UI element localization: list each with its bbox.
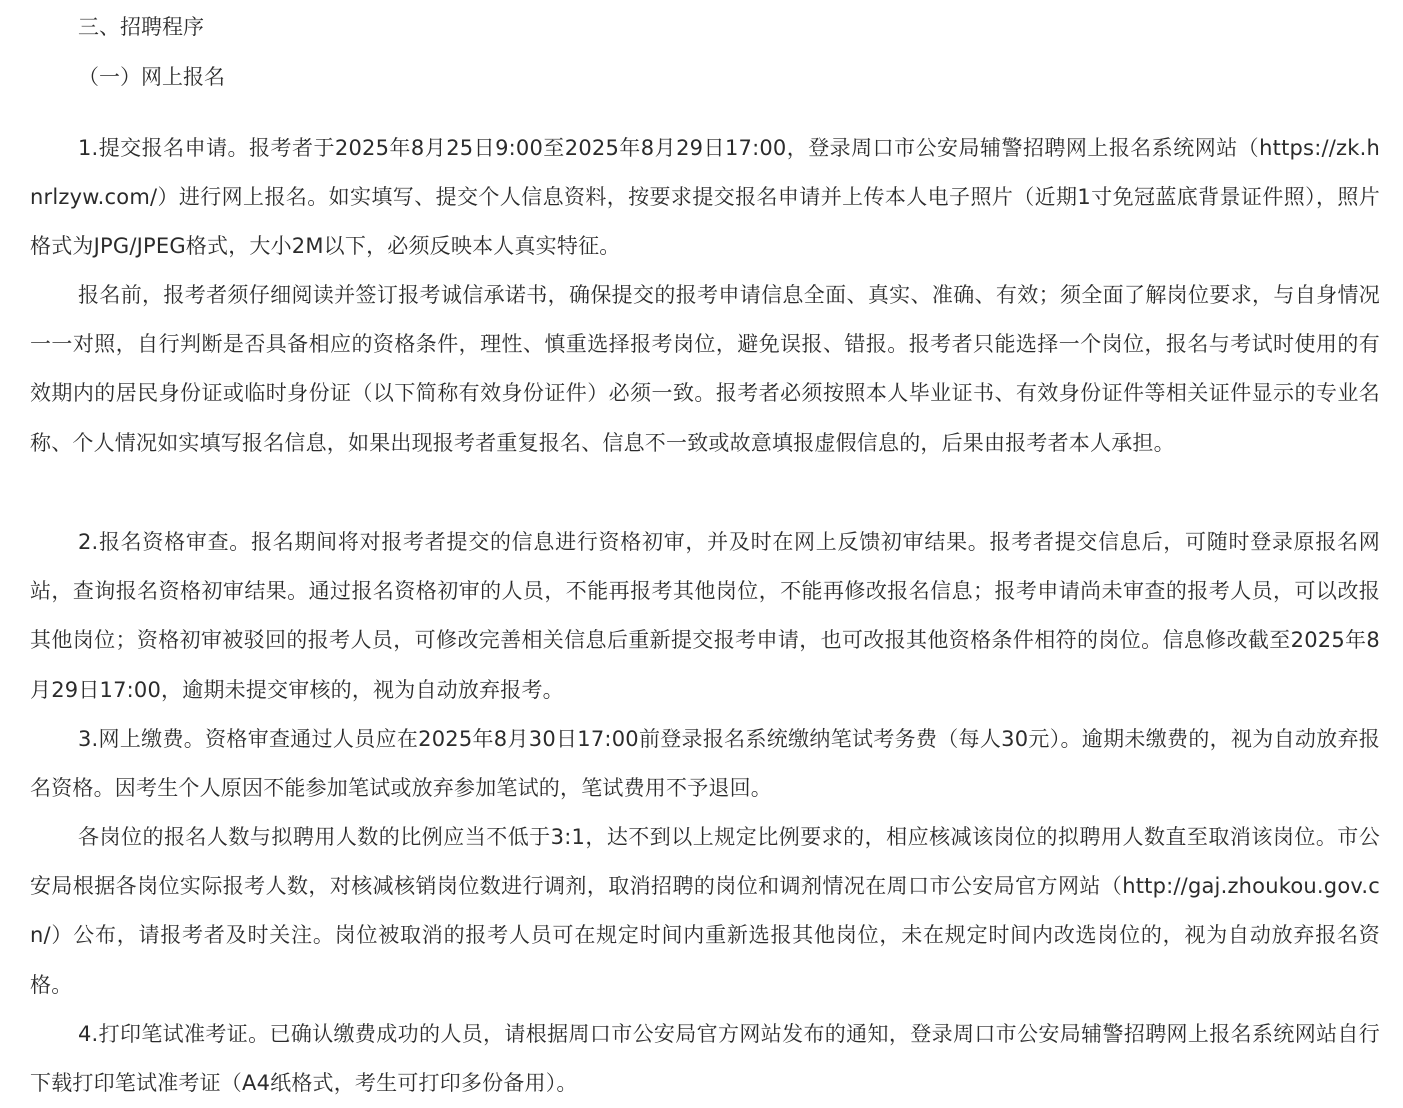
subsection-heading: （一）网上报名: [78, 65, 225, 89]
paragraph-pre-registration-notice: 报名前，报考者须仔细阅读并签订报考诚信承诺书，确保提交的报考申请信息全面、真实、准确、有效；须全面了解岗位要求，与自身情况一一对照，自行判断是否具备相应的资格条件，理性、慎重选择报考岗位，避免误报、错报。报考者只能选择一个岗位，报名与考试时使用的有效期内的居民身份证或临时身份证（以下简称有效身份证件）必须一致。报考者必须按照本人毕业证书、有效身份证件等相关证件显示的专业名称、个人情况如实填写报名信息，如果出现报考者重复报名、信息不一致或故意填报虚假信息的，后果由报考者本人承担。: [30, 283, 1380, 455]
paragraph-qualification-review: 2.报名资格审查。报名期间将对报考者提交的信息进行资格初审，并及时在网上反馈初审结果。报考者提交信息后，可随时登录原报名网站，查询报名资格初审结果。通过报名资格初审的人员，不能再报考其他岗位，不能再修改报名信息；报考申请尚未审查的报考人员，可以改报其他岗位；资格初审被驳回的报考人员，可修改完善相关信息后重新提交报考申请，也可改报其他资格条件相符的岗位。信息修改截至2025年8月29日17:00，逾期未提交审核的，视为自动放弃报考。: [30, 530, 1380, 702]
section-heading: 三、招聘程序: [78, 15, 204, 39]
paragraph-submit-application: 1.提交报名申请。报考者于2025年8月25日9:00至2025年8月29日17:00，登录周口市公安局辅警招聘网上报名系统网站（https://zk.hnrlzyw.com/）进行网上报名。如实填写、提交个人信息资料，按要求提交报名申请并上传本人电子照片（近期1寸免冠蓝底背景证件照），照片格式为JPG/JPEG格式，大小2M以下，必须反映本人真实特征。: [30, 136, 1380, 259]
paragraph-online-payment: 3.网上缴费。资格审查通过人员应在2025年8月30日17:00前登录报名系统缴纳笔试考务费（每人30元）。逾期未缴费的，视为自动放弃报名资格。因考生个人原因不能参加笔试或放弃参加笔试的，笔试费用不予退回。: [30, 727, 1380, 801]
paragraph-print-admission-ticket: 4.打印笔试准考证。已确认缴费成功的人员，请根据周口市公安局官方网站发布的通知，登录周口市公安局辅警招聘网上报名系统网站自行下载打印笔试准考证（A4纸格式，考生可打印多份备用）。: [30, 1022, 1380, 1096]
paragraph-position-ratio: 各岗位的报名人数与拟聘用人数的比例应当不低于3:1，达不到以上规定比例要求的，相应核减该岗位的拟聘用人数直至取消该岗位。市公安局根据各岗位实际报考人数，对核减核销岗位数进行调剂，取消招聘的岗位和调剂情况在周口市公安局官方网站（http://gaj.zhoukou.gov.cn/）公布，请报考者及时关注。岗位被取消的报考人员可在规定时间内重新选报其他岗位，未在规定时间内改选岗位的，视为自动放弃报名资格。: [30, 825, 1380, 997]
